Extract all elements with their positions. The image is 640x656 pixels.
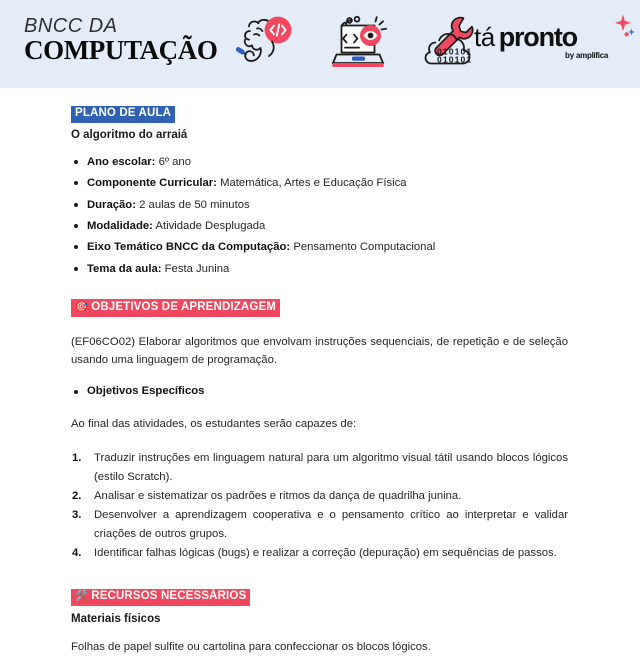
- list-item: Desenvolver a aprendizagem cooperativa e o pensamento crítico ao interpretar e validar criações de outros grupos.: [94, 509, 568, 540]
- fact-value: Matemática, Artes e Educação Física: [220, 177, 407, 190]
- skill-code-paragraph: (EF06CO02) Elaborar algoritmos que envolvam instruções sequenciais, de repetição e de seleção usando uma linguagem de programação.: [71, 335, 568, 366]
- fact-label: Componente Curricular:: [87, 177, 217, 190]
- document-body: [0, 88, 640, 653]
- objectives-numbered-list: [71, 449, 568, 562]
- sparkle-icon: [610, 13, 636, 39]
- clipped-resource-line: Folhas de papel sulfite ou cartolina para confeccionar os blocos lógicos.: [71, 640, 431, 653]
- bncc-brand-lockup: [24, 15, 218, 65]
- objectives-section: [71, 297, 568, 562]
- list-item: Objetivos Específicos: [71, 385, 568, 397]
- list-item: Analisar e sistematizar os padrões e ritmos da dança de quadrilha junina.: [94, 490, 462, 503]
- laptop-code-icon: [324, 8, 392, 76]
- section-heading-objectives-label: OBJETIVOS DE APRENDIZAGEM: [91, 300, 277, 313]
- list-item: [71, 239, 568, 256]
- fact-label: Tema da aula:: [87, 262, 162, 275]
- specific-objectives-bullet: [71, 385, 568, 397]
- section-heading-resources: [71, 589, 250, 606]
- list-item: [71, 154, 568, 171]
- tools-icon: 🛠️: [75, 590, 89, 603]
- section-heading-objectives: [71, 299, 280, 316]
- objectives-intro: Ao final das atividades, os estudantes serão capazes de:: [71, 418, 357, 431]
- fact-value: Atividade Desplugada: [155, 220, 266, 233]
- section-heading-resources-label: RECURSOS NECESSÁRIOS: [91, 590, 247, 603]
- list-item: [71, 197, 568, 214]
- ta-pronto-word-2: pronto: [498, 22, 577, 52]
- lesson-title: O algoritmo do arraiá: [71, 128, 188, 141]
- list-item: Traduzir instruções em linguagem natural para um algoritmo visual tátil usando blocos lógicos (estilo Scratch).: [94, 452, 568, 483]
- page-header: [0, 0, 640, 88]
- fact-value: 6º ano: [158, 155, 191, 168]
- brand-line-1: BNCC DA: [24, 15, 118, 37]
- resources-section: [71, 586, 568, 653]
- svg-text:010101: 010101: [437, 46, 473, 57]
- list-item: [71, 261, 568, 278]
- list-item: Identificar falhas lógicas (bugs) e realizar a correção (depuração) em sequências de passos.: [94, 546, 557, 559]
- fact-label: Modalidade:: [87, 220, 153, 233]
- target-icon: 🎯: [75, 300, 89, 313]
- list-item: [71, 218, 568, 235]
- lesson-plan-section: [71, 103, 568, 278]
- svg-text:010101: 010101: [437, 54, 473, 65]
- ta-pronto-word-1: tá: [474, 22, 495, 52]
- header-icon-group: [232, 8, 484, 76]
- fact-value: Pensamento Computacional: [293, 241, 436, 254]
- fact-value: 2 aulas de 50 minutos: [139, 198, 250, 211]
- fact-label: Duração:: [87, 198, 136, 211]
- materials-subheading: Materiais físicos: [71, 612, 161, 625]
- fact-value: Festa Junina: [164, 262, 230, 275]
- fact-label: Eixo Temático BNCC da Computação:: [87, 241, 291, 254]
- fact-label: Ano escolar:: [87, 155, 156, 168]
- byline-brand: amplifica: [576, 51, 608, 60]
- list-item: [71, 175, 568, 192]
- ta-pronto-logo: [474, 22, 622, 60]
- byline-prefix: by: [565, 51, 574, 60]
- lesson-facts-list: [71, 154, 568, 278]
- section-heading-lesson-plan: PLANO DE AULA: [71, 106, 175, 123]
- brand-line-2: COMPUTAÇÃO: [24, 35, 218, 65]
- brain-code-icon: [232, 8, 300, 76]
